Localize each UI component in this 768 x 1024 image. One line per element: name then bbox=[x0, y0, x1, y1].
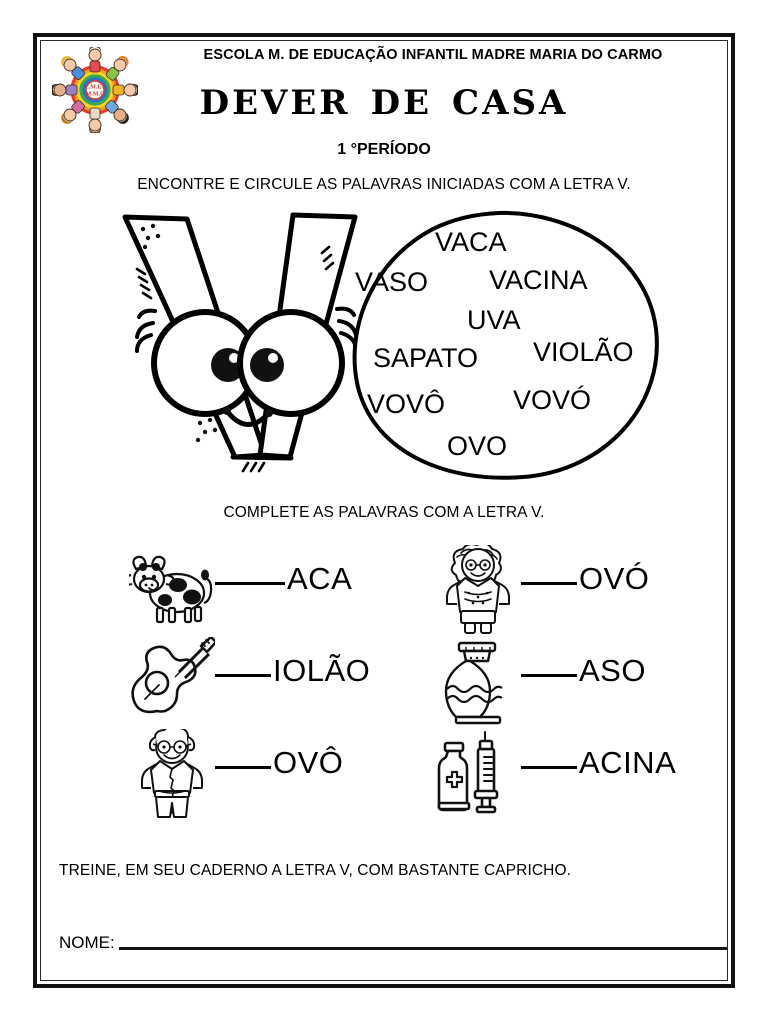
fill-answer-grandmother bbox=[521, 561, 649, 597]
bubble-word-vovô[interactable]: VOVÔ bbox=[367, 389, 446, 419]
bubble-word-violão[interactable]: VIOLÃO bbox=[533, 337, 634, 367]
blank-line-vase[interactable] bbox=[521, 674, 577, 677]
syringe-icon bbox=[435, 729, 521, 819]
blank-line-syringe[interactable] bbox=[521, 766, 577, 769]
bubble-word-uva[interactable]: UVA bbox=[467, 305, 521, 335]
cow-icon bbox=[129, 545, 215, 635]
page-border bbox=[33, 33, 735, 988]
activity-two-instruction: COMPLETE AS PALAVRAS COM A LETRA V. bbox=[223, 504, 545, 521]
blank-line-guitar[interactable] bbox=[215, 674, 271, 677]
fill-answer-text-grandfather: OVÔ bbox=[273, 745, 344, 780]
page-title bbox=[37, 68, 731, 126]
fill-answer-text-grandmother: OVÓ bbox=[579, 561, 650, 596]
name-field bbox=[59, 933, 727, 953]
activity-two bbox=[37, 545, 731, 845]
bubble-word-ovo[interactable]: OVO bbox=[447, 431, 508, 461]
blank-line-cow[interactable] bbox=[215, 582, 285, 585]
fill-answer-cow bbox=[215, 561, 352, 597]
guitar-icon bbox=[129, 637, 215, 727]
word-bubble bbox=[347, 209, 667, 481]
activity-one-instruction: ENCONTRE E CIRCULE AS PALAVRAS INICIADAS COM A LETRA V. bbox=[137, 176, 631, 193]
fill-answer-text-guitar: IOLÃO bbox=[273, 653, 371, 688]
fill-answer-text-cow: ACA bbox=[287, 561, 353, 596]
name-label: NOME: bbox=[59, 933, 115, 952]
name-blank-line[interactable] bbox=[119, 946, 727, 950]
fill-answer-grandfather bbox=[215, 745, 343, 781]
fill-answer-text-vase: ASO bbox=[579, 653, 646, 688]
fill-answer-guitar bbox=[215, 653, 370, 689]
bubble-word-vaso[interactable]: VASO bbox=[355, 267, 429, 297]
closing-note: TREINE, EM SEU CADERNO A LETRA V, COM BASTANTE CAPRICHO. bbox=[59, 862, 572, 879]
blank-line-grandmother[interactable] bbox=[521, 582, 577, 585]
fill-answer-vase bbox=[521, 653, 646, 689]
fill-answer-syringe bbox=[521, 745, 676, 781]
fill-answer-text-syringe: ACINA bbox=[579, 745, 677, 780]
school-name: ESCOLA M. DE EDUCAÇÃO INFANTIL MADRE MARIA DO CARMO bbox=[203, 47, 663, 63]
logo-text-line2: M.M.C bbox=[85, 91, 105, 98]
logo-text-line1: E.M.E.I bbox=[84, 84, 106, 91]
grandmother-icon bbox=[435, 545, 521, 635]
bubble-word-sapato[interactable]: SAPATO bbox=[373, 343, 479, 373]
vase-icon bbox=[435, 637, 521, 727]
bubble-word-vaca[interactable]: VACA bbox=[435, 227, 507, 257]
period-label: 1 °PERÍODO bbox=[337, 141, 431, 158]
bubble-word-vovó[interactable]: VOVÓ bbox=[513, 385, 592, 415]
blank-line-grandfather[interactable] bbox=[215, 766, 271, 769]
letter-v-character-icon bbox=[115, 205, 385, 485]
grandfather-icon bbox=[129, 729, 215, 819]
activity-one bbox=[37, 205, 731, 495]
page-title-text: dever de casa bbox=[199, 68, 569, 126]
bubble-word-vacina[interactable]: VACINA bbox=[489, 265, 588, 295]
